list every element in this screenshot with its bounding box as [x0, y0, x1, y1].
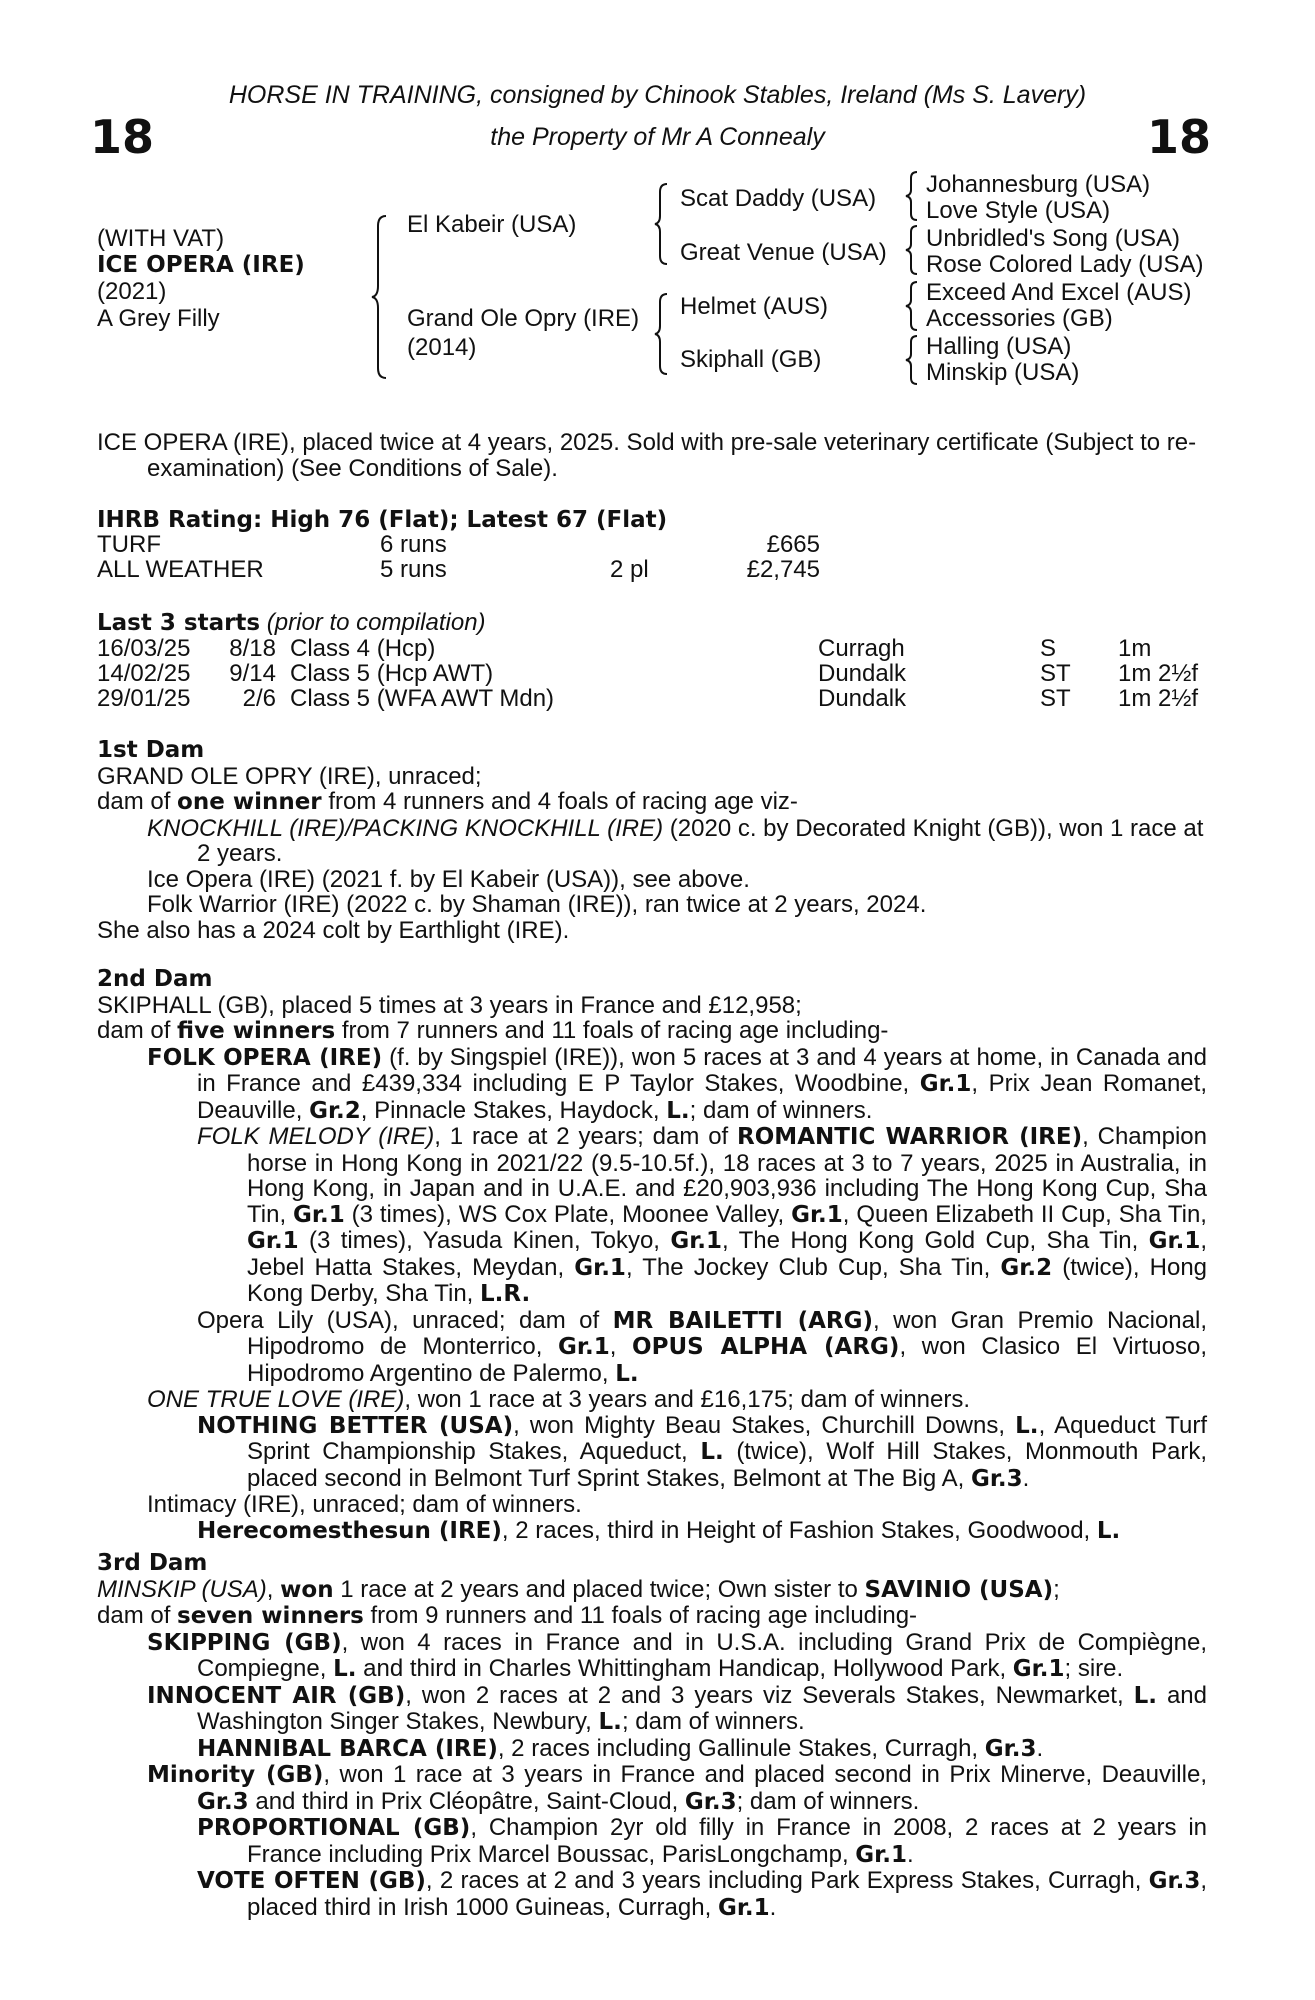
start-course-3: Dundalk [818, 685, 907, 712]
start-date-2: 14/02/25 [97, 660, 191, 687]
start-pos-2: 9/14 [229, 660, 276, 687]
consignor-line: HORSE IN TRAINING, consigned by Chinook Stables, Ireland (Ms S. Lavery) [228, 81, 1087, 109]
start-going-1: S [1040, 635, 1057, 662]
start-race-1: Class 4 (Hcp) [290, 635, 436, 662]
skipping-entry: SKIPPING (GB), won 4 races in France and in U.S.A. including Grand Prix de Compiègne, Compiegne, L. and third in Charles Whittingham Handicap, Hollywood Park, Gr.1; sire. [147, 1628, 1207, 1682]
pedigree-dam-year: (2014) [407, 334, 477, 361]
pedigree-dam-sire: Helmet (AUS) [680, 293, 829, 320]
first-dam-section [97, 737, 1207, 943]
rating-turf-runs: 6 runs [380, 531, 447, 558]
start-course-2: Dundalk [818, 660, 907, 687]
opera-lily-entry: Opera Lily (USA), unraced; dam of MR BAILETTI (ARG), won Gran Premio Nacional, Hipodromo de Monterrico, Gr.1, OPUS ALPHA (ARG), won Clasico El Virtuoso, Hipodromo Argentino de Palermo, L. [197, 1306, 1208, 1387]
pedigree-brace-g4 [905, 334, 919, 386]
intimacy-entry: Intimacy (IRE), unraced; dam of winners. [147, 1491, 582, 1518]
minority-entry: Minority (GB), won 1 race at 3 years in France and placed second in Prix Minerve, Deauville, Gr.3 and third in Prix Cléopâtre, Saint-Cloud, Gr.3; dam of winners. [147, 1761, 1207, 1815]
start-dist-3: 1m 2½f [1118, 685, 1199, 712]
start-going-3: ST [1040, 685, 1071, 712]
horse-year: (2021) [97, 278, 167, 305]
third-dam-heading: 3rd Dam [97, 1550, 208, 1576]
second-dam-section [97, 966, 1207, 1544]
start-dist-1: 1m [1118, 635, 1152, 662]
folk-opera-entry: FOLK OPERA (IRE) (f. by Singspiel (IRE)), won 5 races at 3 and 4 years at home, in Canada and in France and £439,334 including E P Taylor Stakes, Woodbine, Gr.1, Prix Jean Romanet, Deauville, Gr.2, Pinnacle Stakes, Haydock, L.; dam of winners. [147, 1043, 1207, 1124]
pedigree-g6: Accessories (GB) [926, 305, 1113, 332]
pedigree-g3: Unbridled's Song (USA) [926, 225, 1181, 252]
second-dam-line2: dam of five winners from 7 runners and 11 foals of racing age including- [97, 1017, 889, 1044]
lot-number-right: 18 [1147, 110, 1212, 164]
nothing-better-entry: NOTHING BETTER (USA), won Mighty Beau Stakes, Churchill Downs, L., Aqueduct Turf Sprint Championship Stakes, Aqueduct, L. (twice), Wolf Hill Stakes, Monmouth Park, placed second in Belmont Turf Sprint Stakes, Belmont at The Big A, Gr.3. [197, 1411, 1208, 1492]
first-dam-produce-3: Folk Warrior (IRE) (2022 c. by Shaman (IRE)), ran twice at 2 years, 2024. [147, 891, 927, 918]
rating-turf-earnings: £665 [766, 531, 820, 558]
pedigree-brace-main [370, 214, 390, 380]
pedigree-dam: Grand Ole Opry (IRE) [407, 305, 640, 332]
pedigree-brace-g1 [905, 170, 919, 222]
horse-description: A Grey Filly [97, 305, 220, 332]
pedigree-brace-sire [654, 182, 670, 266]
first-dam-line2: dam of one winner from 4 runners and 4 foals of racing age viz- [97, 788, 798, 815]
start-pos-3: 2/6 [242, 685, 276, 712]
one-true-love-entry: ONE TRUE LOVE (IRE), won 1 race at 3 years and £16,175; dam of winners. [147, 1386, 971, 1413]
pedigree-g4: Rose Colored Lady (USA) [926, 251, 1204, 278]
rating-aw-placed: 2 pl [610, 556, 649, 583]
horse-name: ICE OPERA (IRE) [97, 252, 305, 278]
rating-aw-runs: 5 runs [380, 556, 447, 583]
vote-often-entry: VOTE OFTEN (GB), 2 races at 2 and 3 years including Park Express Stakes, Curragh, Gr.3, placed third in Irish 1000 Guineas, Curragh, Gr.1. [197, 1867, 1207, 1921]
pedigree-dam-dam: Skiphall (GB) [680, 346, 822, 373]
vat-label: (WITH VAT) [97, 225, 225, 252]
hannibal-barca-entry: HANNIBAL BARCA (IRE), 2 races including Gallinule Stakes, Curragh, Gr.3. [197, 1734, 1044, 1762]
pedigree-sire-sire: Scat Daddy (USA) [680, 185, 877, 212]
lot-number-left: 18 [90, 110, 155, 164]
proportional-entry: PROPORTIONAL (GB), Champion 2yr old filly in France in 2008, 2 races at 2 years in France including Prix Marcel Boussac, ParisLongchamp, Gr.1. [197, 1814, 1208, 1868]
third-dam-line2: dam of seven winners from 9 runners and 11 foals of racing age including- [97, 1602, 918, 1629]
pedigree-g5: Exceed And Excel (AUS) [926, 279, 1192, 306]
last-starts-title: Last 3 starts [97, 610, 261, 636]
property-line: the Property of Mr A Connealy [490, 123, 825, 151]
folk-melody-entry: FOLK MELODY (IRE), 1 race at 2 years; dam of ROMANTIC WARRIOR (IRE), Champion horse in Hong Kong in 2021/22 (9.5-10.5f.), 18 races at 3 to 7 years, 2025 in Australia, in Hong Kong, in Japan and in U.A.E. and £20,903,936 including The Hong Kong Cup, Sha Tin, Gr.1 (3 times), WS Cox Plate, Moonee Valley, Gr.1, Queen Elizabeth II Cup, Sha Tin, Gr.1 (3 times), Yasuda Kinen, Tokyo, Gr.1, The Hong Kong Gold Cup, Sha Tin, Gr.1, Jebel Hatta Stakes, Meydan, Gr.1, The Jockey Club Cup, Sha Tin, Gr.2 (twice), Hong Kong Derby, Sha Tin, L.R. [197, 1123, 1208, 1307]
summary [97, 430, 1207, 481]
pedigree-brace-g2 [905, 224, 919, 276]
start-course-1: Curragh [818, 635, 905, 662]
second-dam-heading: 2nd Dam [97, 966, 213, 992]
start-dist-2: 1m 2½f [1118, 660, 1199, 687]
pedigree-sire: El Kabeir (USA) [407, 211, 577, 238]
start-date-1: 16/03/25 [97, 635, 191, 662]
last-starts-heading [97, 610, 486, 636]
start-race-2: Class 5 (Hcp AWT) [290, 660, 494, 687]
pedigree-g1: Johannesburg (USA) [926, 171, 1151, 198]
start-date-3: 29/01/25 [97, 685, 191, 712]
first-dam-line6: She also has a 2024 colt by Earthlight (IRE). [97, 916, 570, 944]
pedigree-sire-dam: Great Venue (USA) [680, 239, 887, 266]
third-dam-section [97, 1550, 1207, 1921]
pedigree-g8: Minskip (USA) [926, 359, 1080, 386]
rating-aw-surface: ALL WEATHER [97, 556, 264, 583]
pedigree-g7: Halling (USA) [926, 333, 1072, 360]
rating-heading: IHRB Rating: High 76 (Flat); Latest 67 (Flat) [97, 507, 668, 533]
start-pos-1: 8/18 [229, 635, 276, 662]
first-dam-produce-1: KNOCKHILL (IRE)/PACKING KNOCKHILL (IRE) (2020 c. by Decorated Knight (GB)), won 1 race at 2 years. [147, 814, 1204, 867]
last-starts-note: (prior to compilation) [266, 609, 486, 636]
first-dam-produce-2: Ice Opera (IRE) (2021 f. by El Kabeir (USA)), see above. [147, 865, 750, 893]
start-going-2: ST [1040, 660, 1071, 687]
herecomesthesun-entry: Herecomesthesun (IRE), 2 races, third in Height of Fashion Stakes, Goodwood, L. [197, 1516, 1121, 1544]
pedigree-g2: Love Style (USA) [926, 197, 1111, 224]
first-dam-line1: GRAND OLE OPRY (IRE), unraced; [97, 762, 482, 790]
rating-turf-surface: TURF [97, 531, 161, 558]
pedigree-brace-g3 [905, 280, 919, 332]
start-race-3: Class 5 (WFA AWT Mdn) [290, 685, 555, 712]
rating-aw-earnings: £2,745 [746, 556, 820, 583]
second-dam-line1: SKIPHALL (GB), placed 5 times at 3 years in France and £12,958; [97, 991, 802, 1019]
first-dam-heading: 1st Dam [97, 737, 205, 763]
pedigree-brace-dam [654, 292, 670, 376]
innocent-air-entry: INNOCENT AIR (GB), won 2 races at 2 and 3 years viz Severals Stakes, Newmarket, L. and Washington Singer Stakes, Newbury, L.; dam of winners. [147, 1681, 1207, 1735]
summary-text: ICE OPERA (IRE), placed twice at 4 years, 2025. Sold with pre-sale veterinary certificate (Subject to re-examination) (See Conditions of Sale). [97, 429, 1197, 482]
third-dam-line1: MINSKIP (USA), won 1 race at 2 years and placed twice; Own sister to SAVINIO (USA); [97, 1575, 1060, 1603]
